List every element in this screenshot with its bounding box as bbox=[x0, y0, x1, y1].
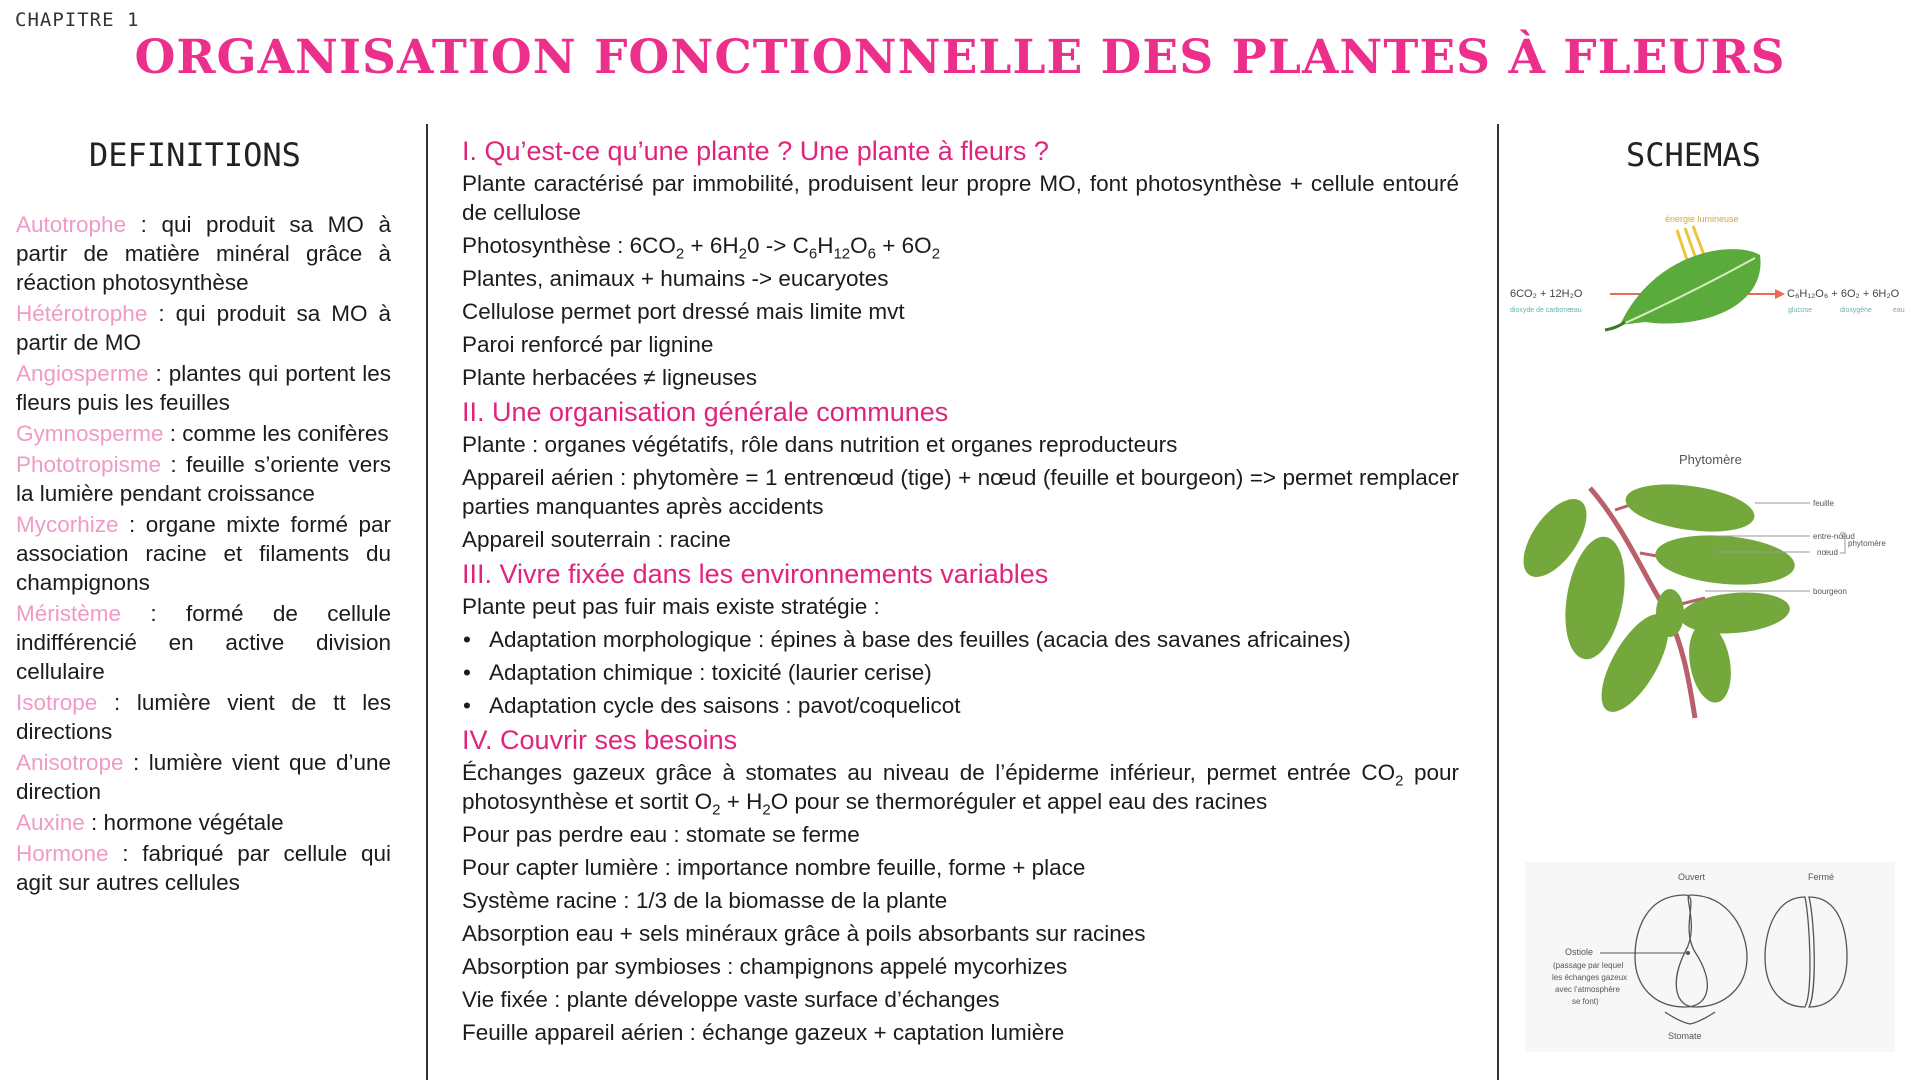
label-feuille: feuille bbox=[1813, 499, 1834, 508]
definition-item bbox=[16, 299, 391, 357]
product-label: eau bbox=[1893, 307, 1905, 314]
definition-text: : lumière vient que d’une direction bbox=[16, 750, 391, 804]
definition-term: Autotrophe bbox=[16, 212, 127, 237]
definitions-list bbox=[16, 210, 391, 899]
definition-item bbox=[16, 599, 391, 686]
gas-exchange-paragraph: Échanges gazeux grâce à stomates au niveau de l’épiderme inférieur, permet entrée $CO_2$ pour photosynthèse et sortit $O_2 + H_2O$ pour se thermoréguler et appel eau des racines bbox=[462, 760, 1459, 819]
energy-label: énergie lumineuse bbox=[1665, 214, 1739, 224]
paragraph: Absorption eau + sels minéraux grâce à poils absorbants sur racines bbox=[462, 921, 1146, 946]
definition-item bbox=[16, 510, 391, 597]
leaf-icon bbox=[1605, 249, 1761, 330]
definition-item bbox=[16, 210, 391, 297]
definition-text: : comme les conifères bbox=[163, 421, 389, 446]
definition-term: Auxine bbox=[16, 810, 85, 835]
phytomere-schema bbox=[1515, 448, 1915, 738]
bullet-item: • Adaptation cycle des saisons : pavot/coquelicot bbox=[462, 691, 1459, 720]
photosynthesis-schema bbox=[1505, 210, 1915, 340]
definitions-heading: DEFINITIONS bbox=[89, 136, 301, 174]
section-heading-2: II. Une organisation générale communes bbox=[462, 397, 949, 427]
ostiole-dot bbox=[1686, 951, 1690, 955]
stomata-schema bbox=[1525, 862, 1895, 1052]
paragraph: Appareil aérien : phytomère = 1 entrenœud (tige) + nœud (feuille et bourgeon) => permet remplacer parties manquantes après accidents bbox=[462, 465, 1459, 519]
reactant-label: dioxyde de carbone bbox=[1510, 307, 1572, 314]
photosynthesis-equation: Photosynthèse : $6CO_2 + 6H_20 -> C_6H_{12}O_6 + 6O_2$ bbox=[462, 233, 941, 263]
paragraph: Plante : organes végétatifs, rôle dans nutrition et organes reproducteurs bbox=[462, 432, 1178, 457]
definition-text: : lumière vient de tt les directions bbox=[16, 690, 391, 744]
definition-term: Mycorhize bbox=[16, 512, 119, 537]
schema-background bbox=[1525, 862, 1895, 1052]
label-bourgeon: bourgeon bbox=[1813, 587, 1847, 596]
product-label: dioxygène bbox=[1840, 307, 1872, 314]
definition-term: Gymnosperme bbox=[16, 421, 164, 446]
section-heading-4: IV. Couvrir ses besoins bbox=[462, 725, 738, 755]
definition-item bbox=[16, 748, 391, 806]
definition-text: : qui produit sa MO à partir de MO bbox=[16, 301, 391, 355]
label-stomate: Stomate bbox=[1668, 1031, 1702, 1041]
definition-item bbox=[16, 839, 391, 897]
definition-term: Angiosperme bbox=[16, 361, 149, 386]
definition-item bbox=[16, 688, 391, 746]
reactant-label: eau bbox=[1570, 307, 1582, 314]
ostiole-description: les échanges gazeux bbox=[1552, 973, 1628, 982]
definition-item bbox=[16, 450, 391, 508]
paragraph: Absorption par symbioses : champignons appelé mycorhizes bbox=[462, 954, 1068, 979]
definition-text: : feuille s’oriente vers la lumière pendant croissance bbox=[16, 452, 391, 506]
section-heading-3: III. Vivre fixée dans les environnements variables bbox=[462, 559, 1049, 589]
ostiole-description: avec l’atmosphère bbox=[1555, 985, 1620, 994]
label-closed: Fermé bbox=[1808, 872, 1835, 882]
paragraph: Plantes, animaux + humains -> eucaryotes bbox=[462, 266, 889, 291]
definition-text: : qui produit sa MO à partir de matière minéral grâce à réaction photosynthèse bbox=[16, 212, 391, 295]
phytomere-title: Phytomère bbox=[1679, 452, 1742, 467]
paragraph: Feuille appareil aérien : échange gazeux + captation lumière bbox=[462, 1020, 1065, 1045]
column-divider-left bbox=[426, 124, 428, 1080]
definition-item bbox=[16, 808, 391, 837]
photosynthesis-products: C₆H₁₂O₆ + 6O₂ + 6H₂O bbox=[1787, 288, 1900, 300]
definition-term: Hormone bbox=[16, 841, 109, 866]
paragraph: Cellulose permet port dressé mais limite mvt bbox=[462, 299, 905, 324]
definition-text: : fabriqué par cellule qui agit sur autres cellules bbox=[16, 841, 391, 895]
page-title: ORGANISATION FONCTIONNELLE DES PLANTES À FLEURS bbox=[134, 30, 1786, 85]
ostiole-description: (passage par lequel bbox=[1553, 961, 1624, 970]
leaf-icon bbox=[1515, 477, 1797, 721]
paragraph: Plante caractérisé par immobilité, produisent leur propre MO, font photosynthèse + cellule entouré de cellulose bbox=[462, 171, 1459, 225]
paragraph: Plante herbacées ≠ ligneuses bbox=[462, 365, 758, 390]
label-entre-noeud: entre-nœud bbox=[1813, 532, 1855, 541]
column-divider-right bbox=[1497, 124, 1499, 1080]
bullet-item: • Adaptation chimique : toxicité (laurier cerise) bbox=[462, 658, 1459, 687]
label-noeud: nœud bbox=[1817, 548, 1838, 557]
ostiole-description: se font) bbox=[1572, 997, 1599, 1006]
paragraph: Pour pas perdre eau : stomate se ferme bbox=[462, 822, 860, 847]
definition-text: : plantes qui portent les fleurs puis les feuilles bbox=[16, 361, 391, 415]
definition-text: : hormone végétale bbox=[84, 810, 284, 835]
paragraph: Pour capter lumière : importance nombre feuille, forme + place bbox=[462, 855, 1086, 880]
label-phytomere: phytomère bbox=[1848, 539, 1886, 548]
section-heading-1: I. Qu’est-ce qu’une plante ? Une plante à fleurs ? bbox=[462, 136, 1049, 166]
definition-term: Anisotrope bbox=[16, 750, 124, 775]
main-content bbox=[462, 132, 1459, 1051]
paragraph: Système racine : 1/3 de la biomasse de la plante bbox=[462, 888, 948, 913]
definition-term: Phototropisme bbox=[16, 452, 162, 477]
definition-item bbox=[16, 359, 391, 417]
photosynthesis-reactants: 6CO₂ + 12H₂O bbox=[1510, 288, 1583, 300]
definition-text: : organe mixte formé par association racine et filaments du champignons bbox=[16, 512, 391, 595]
arrow-head-icon bbox=[1775, 289, 1785, 299]
definition-item bbox=[16, 419, 391, 448]
paragraph: Appareil souterrain : racine bbox=[462, 527, 731, 552]
definition-term: Hétérotrophe bbox=[16, 301, 148, 326]
bullet-item: • Adaptation morphologique : épines à base des feuilles (acacia des savanes africaines) bbox=[462, 625, 1459, 654]
schemas-heading: SCHEMAS bbox=[1626, 136, 1761, 174]
paragraph: Plante peut pas fuir mais existe stratégie : bbox=[462, 594, 880, 619]
label-ostiole: Ostiole bbox=[1565, 947, 1594, 957]
chapter-label: CHAPITRE 1 bbox=[15, 9, 140, 31]
paragraph: Paroi renforcé par lignine bbox=[462, 332, 714, 357]
product-label: glucose bbox=[1788, 307, 1813, 314]
paragraph: Vie fixée : plante développe vaste surface d’échanges bbox=[462, 987, 1000, 1012]
label-open: Ouvert bbox=[1678, 872, 1706, 882]
definition-text: : formé de cellule indifférencié en active division cellulaire bbox=[16, 601, 391, 684]
definition-term: Méristème bbox=[16, 601, 122, 626]
definition-term: Isotrope bbox=[16, 690, 98, 715]
